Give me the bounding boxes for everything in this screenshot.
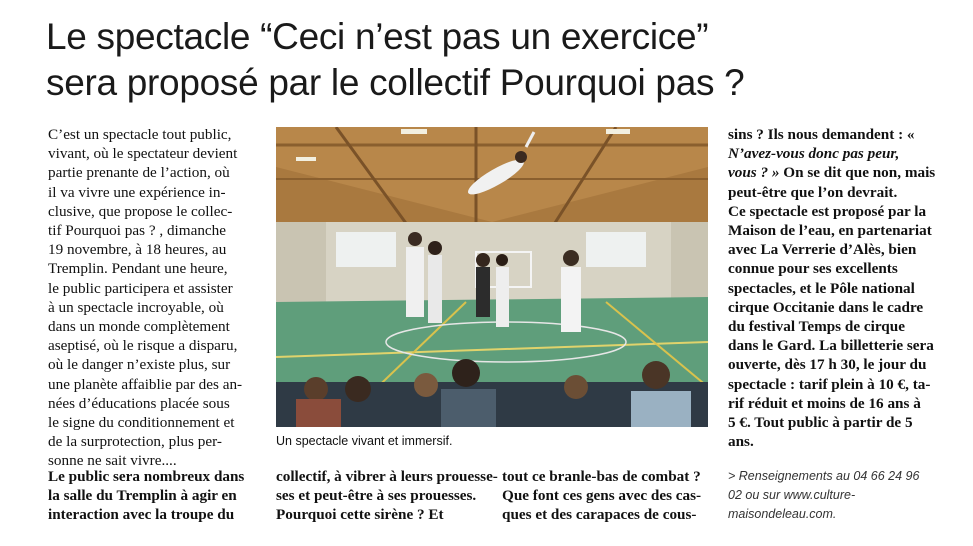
body-line: On se dit que non, mais [779, 164, 936, 182]
body-line: aseptisé, où le risque a disparu, [48, 337, 238, 355]
body-line: spectacles, et le Pôle national [728, 279, 915, 297]
body-line: le public participera et assister [48, 279, 233, 297]
article-column-3 [502, 467, 712, 525]
body-line: ses et peut-être à ses prouesses. [276, 487, 477, 505]
body-line: ques et des carapaces de cous- [502, 506, 697, 524]
body-line: clusive, que propose le collec- [48, 202, 233, 220]
headline [46, 14, 946, 106]
body-line: où le danger n’existe plus, sur [48, 356, 231, 374]
article-column-1 [48, 125, 256, 471]
body-line: Ce spectacle est proposé par la [728, 202, 927, 220]
article-column-2 [276, 467, 498, 525]
headline-line-1: Le spectacle “Ceci n’est pas un exercice” [46, 16, 709, 57]
body-line: collectif, à vibrer à leurs prouesse- [276, 468, 498, 485]
body-line: sins ? Ils nous demandent : « [728, 126, 915, 143]
info-line: > Renseignements au 04 66 24 96 [728, 469, 920, 483]
body-line: Pourquoi cette sirène ? Et [276, 506, 444, 524]
body-line: dans le Gard. La billetterie sera [728, 337, 934, 355]
body-line: une planète affaiblie par des an- [48, 375, 243, 393]
article-column-1-continued [48, 467, 256, 525]
quote-line: N’avez-vous donc pas peur, [728, 145, 900, 163]
body-line: interaction avec la troupe du [48, 506, 235, 524]
body-line: spectacle : tarif plein à 10 €, ta- [728, 375, 931, 393]
circus-performance-image [276, 127, 708, 427]
photo-caption: Un spectacle vivant et immersif. [276, 434, 453, 448]
body-line: le signe du conditionnement et [48, 414, 235, 432]
article-photo [276, 127, 708, 427]
body-line: sonne ne sait vivre.... [48, 452, 177, 470]
body-line: 19 novembre, à 18 heures, au [48, 241, 227, 259]
body-line: nées d’éducations placée sous [48, 394, 230, 412]
body-line: il va vivre une expérience in- [48, 183, 226, 201]
body-line: partie prenante de l’action, où [48, 164, 230, 182]
headline-line-2: sera proposé par le collectif Pourquoi pas ? [46, 62, 745, 103]
body-line: à un spectacle incroyable, où [48, 298, 224, 316]
body-line: peut-être que l’on devrait. [728, 183, 898, 201]
body-line: cirque Occitanie dans le cadre [728, 298, 924, 316]
body-line: 5 €. Tout public à partir de 5 [728, 414, 913, 432]
body-line: rif réduit et moins de 16 ans à [728, 394, 921, 412]
body-line: la salle du Tremplin à agir en [48, 487, 237, 505]
body-line: Le public sera nombreux dans [48, 468, 245, 485]
body-line: tout ce branle-bas de combat ? [502, 468, 701, 485]
body-line: C’est un spectacle tout public, [48, 126, 232, 143]
body-line: Que font ces gens avec des cas- [502, 487, 702, 505]
body-line: Tremplin. Pendant une heure, [48, 260, 228, 278]
body-line: dans un monde complètement [48, 318, 230, 336]
body-line: de la surprotection, plus per- [48, 433, 222, 451]
info-link[interactable]: maisondeleau.com. [728, 507, 837, 521]
body-line: du festival Temps de cirque [728, 318, 905, 336]
body-line: vivant, où le spectateur devient [48, 145, 238, 163]
body-line: avec La Verrerie d’Alès, bien [728, 241, 917, 259]
body-line: ouverte, dès 17 h 30, le jour du [728, 356, 927, 374]
body-line: Maison de l’eau, en partenariat [728, 222, 932, 240]
body-line: ans. [728, 433, 754, 451]
info-box [728, 467, 946, 524]
article-column-4 [728, 125, 938, 451]
body-line: connue pour ses excellents [728, 260, 898, 278]
body-line: tif Pourquoi pas ? , dimanche [48, 222, 226, 240]
quote-line: vous ? » [728, 164, 780, 182]
info-line: 02 ou sur www.culture- [728, 488, 856, 502]
